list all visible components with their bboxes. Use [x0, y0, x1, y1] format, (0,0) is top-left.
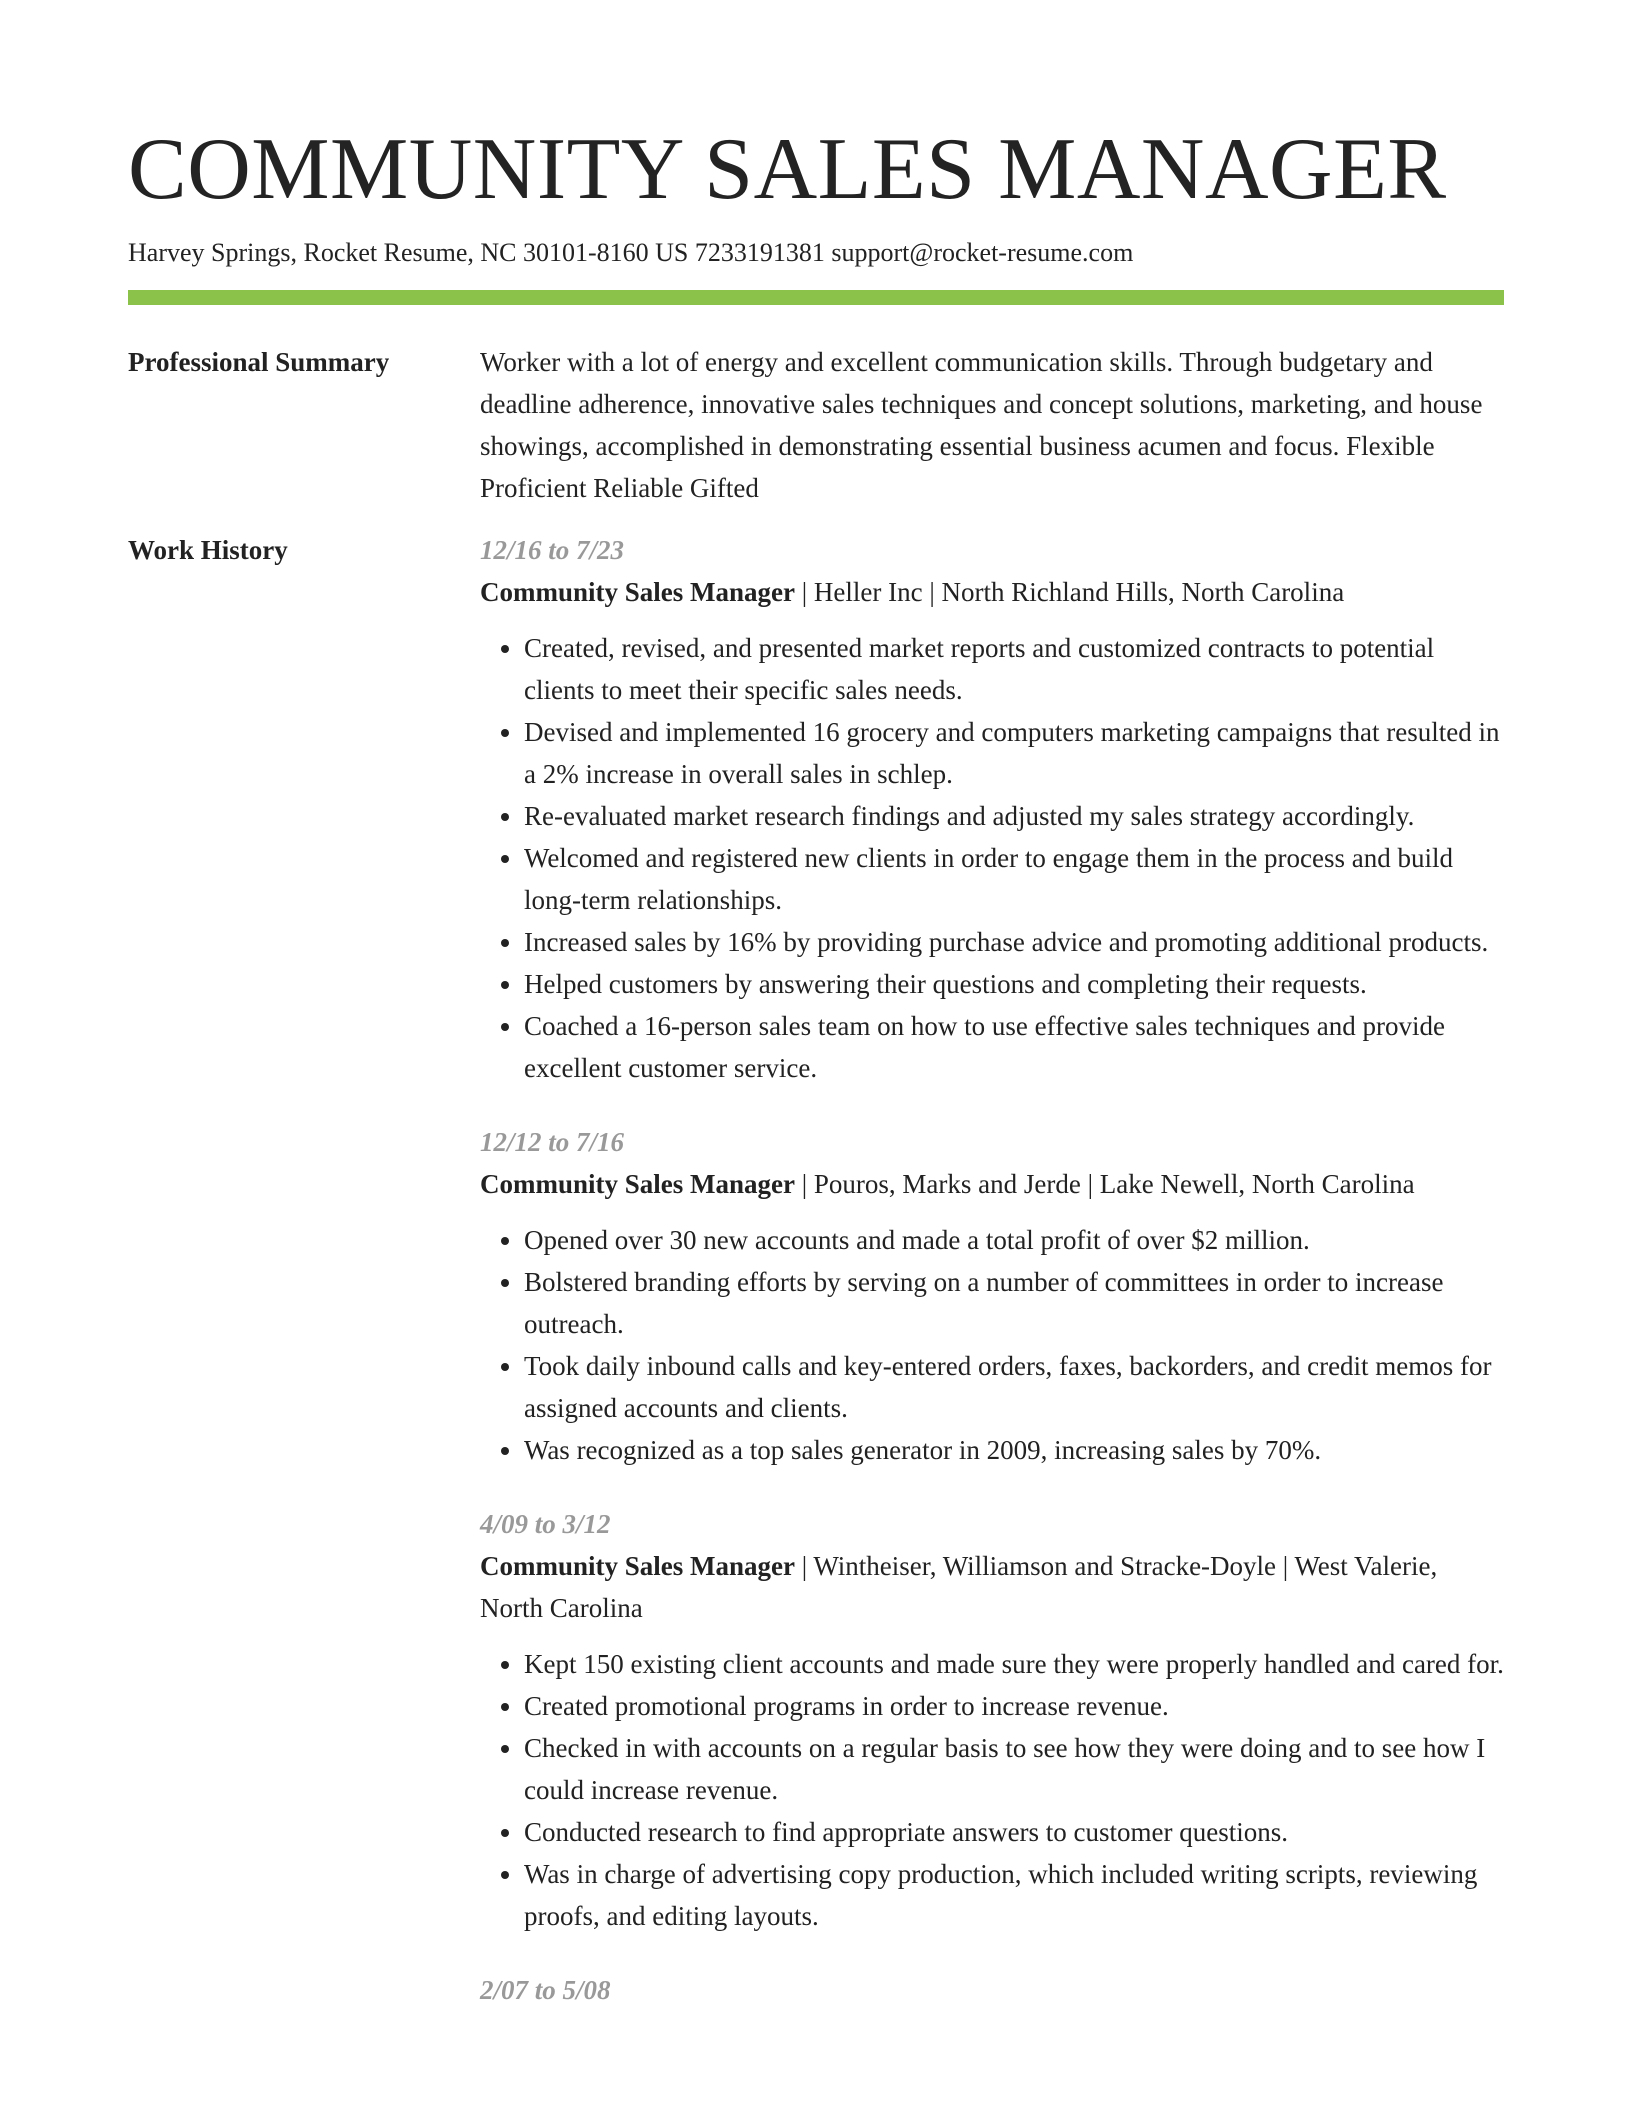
job-entry — [480, 1969, 1504, 2011]
contact-line: Harvey Springs, Rocket Resume, NC 30101-8160 US 7233191381 support@rocket-resume.com — [128, 238, 1134, 267]
job-title: Community Sales Manager — [480, 1551, 795, 1581]
job-header — [480, 1163, 1504, 1205]
job-bullet: • Devised and implemented 16 grocery and computers marketing campaigns that resulted in a 2% increase in overall sales in schlep. — [524, 711, 1504, 795]
job-bullet-list — [480, 1643, 1504, 1937]
job-company-location: | Wintheiser, Williamson and Stracke-Doyle | West Valerie, North Carolina — [480, 1551, 1438, 1623]
summary-text: Worker with a lot of energy and excellent communication skills. Through budgetary and deadline adherence, innovative sales techniques and concept solutions, marketing, and house showings, accomplished in demonstrating essential business acumen and focus. Flexible Proficient Reliable Gifted — [480, 347, 1483, 503]
job-bullet: • Re-evaluated market research findings and adjusted my sales strategy accordingly. — [524, 795, 1504, 837]
job-bullet: • Coached a 16-person sales team on how to use effective sales techniques and provide excellent customer service. — [524, 1005, 1504, 1089]
job-title: Community Sales Manager — [480, 577, 795, 607]
job-bullet: • Helped customers by answering their questions and completing their requests. — [524, 963, 1504, 1005]
job-bullet: • Created promotional programs in order to increase revenue. — [524, 1685, 1504, 1727]
summary-body — [480, 341, 1504, 509]
job-dates: 12/16 to 7/23 — [480, 535, 625, 565]
job-bullet: • Kept 150 existing client accounts and made sure they were properly handled and cared for. — [524, 1643, 1504, 1685]
resume-page — [128, 0, 1504, 2043]
job-company-location: | Heller Inc | North Richland Hills, North Carolina — [794, 577, 1345, 607]
job-entry — [480, 529, 1504, 1089]
job-bullet: • Took daily inbound calls and key-entered orders, faxes, backorders, and credit memos for assigned accounts and clients. — [524, 1345, 1504, 1429]
section-label-work-history: Work History — [128, 535, 288, 565]
summary-section — [128, 341, 1504, 509]
work-history-section — [128, 529, 1504, 2043]
section-label-summary: Professional Summary — [128, 347, 390, 377]
job-bullet: • Conducted research to find appropriate answers to customer questions. — [524, 1811, 1504, 1853]
job-title: Community Sales Manager — [480, 1169, 795, 1199]
job-bullet: • Created, revised, and presented market reports and customized contracts to potential clients to meet their specific sales needs. — [524, 627, 1504, 711]
work-history-body — [480, 529, 1504, 2043]
job-entry — [480, 1503, 1504, 1937]
job-company-location: | Pouros, Marks and Jerde | Lake Newell, North Carolina — [794, 1169, 1415, 1199]
job-bullet: • Was in charge of advertising copy production, which included writing scripts, reviewing proofs, and editing layouts. — [524, 1853, 1504, 1937]
job-header — [480, 1545, 1504, 1629]
job-bullet: • Bolstered branding efforts by serving on a number of committees in order to increase outreach. — [524, 1261, 1504, 1345]
job-dates: 4/09 to 3/12 — [480, 1509, 611, 1539]
job-dates: 12/12 to 7/16 — [480, 1127, 625, 1157]
job-entry — [480, 1121, 1504, 1471]
job-bullet: • Opened over 30 new accounts and made a total profit of over $2 million. — [524, 1219, 1504, 1261]
job-dates: 2/07 to 5/08 — [480, 1975, 611, 2005]
job-bullet: • Welcomed and registered new clients in order to engage them in the process and build long-term relationships. — [524, 837, 1504, 921]
job-bullet-list — [480, 627, 1504, 1089]
job-bullet-list — [480, 1219, 1504, 1471]
resume-title: COMMUNITY SALES MANAGER — [128, 121, 1447, 218]
job-bullet: • Increased sales by 16% by providing purchase advice and promoting additional products. — [524, 921, 1504, 963]
job-bullet: • Was recognized as a top sales generator in 2009, increasing sales by 70%. — [524, 1429, 1504, 1471]
job-header — [480, 571, 1504, 613]
accent-divider — [128, 290, 1504, 305]
job-bullet: • Checked in with accounts on a regular basis to see how they were doing and to see how I could increase revenue. — [524, 1727, 1504, 1811]
